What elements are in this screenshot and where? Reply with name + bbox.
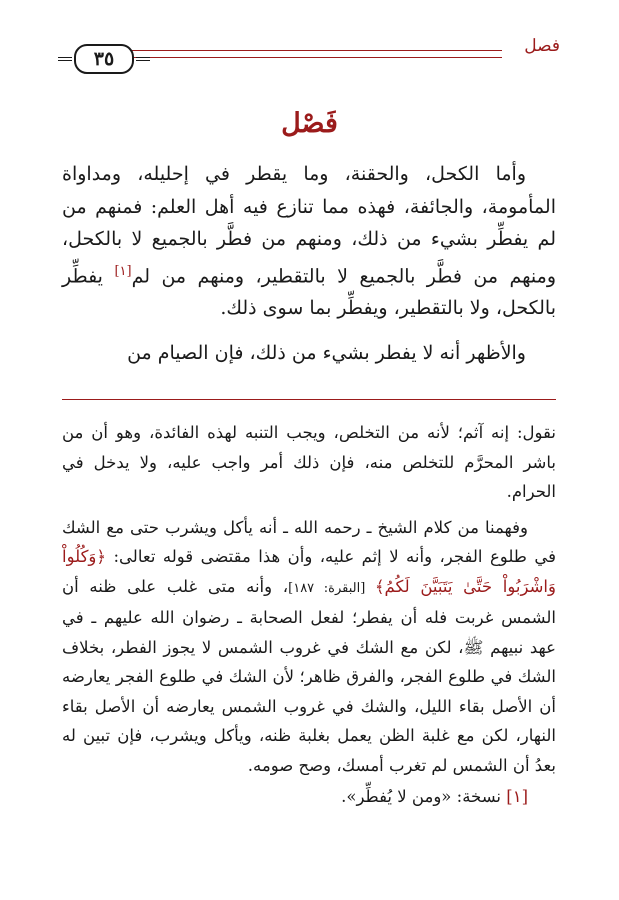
header-rule-bottom [128, 57, 502, 58]
main-paragraph-1 [62, 158, 556, 325]
footnote-separator [62, 399, 556, 400]
main-paragraph-2: والأظهر أنه لا يفطر بشيء من ذلك، فإن الصيام من [127, 341, 526, 364]
page-header [58, 36, 560, 76]
chapter-title: فَصْل [281, 108, 338, 139]
footnote-reference: [١] [114, 263, 132, 279]
footnote-paragraph-2 [62, 513, 556, 781]
main-paragraph-1-text: وأما الكحل، والحقنة، وما يقطر في إحليله، ومداواة المأمومة، والجائفة، فهذه مما تنازع فيه أهل العلم: فمنهم من لم يفطِّر بشيء من ذلك، ومنهم من فطَّر بالجميع لا بالكحل، ومنهم من فطَّر بالجميع لا بالتقطير، ومنهم من لم [62, 163, 557, 287]
footnote-1 [62, 782, 556, 812]
footnote-paragraph-1: نقول: إنه آثم؛ لأنه من التخلص، ويجب التنبه لهذه الفائدة، وهو أن من باشر المحرَّم للتخلص منه، فإن ذلك أمر واجب عليه، ولا يدخل في الحرام. [62, 423, 556, 501]
main-text [62, 158, 556, 369]
quran-verse: ﴿وَكُلُواْ وَاشْرَبُواْ حَتَّىٰ يَتَبَيَّنَ لَكُمُ﴾ [62, 547, 556, 596]
verse-citation: [البقرة: ١٨٧] [288, 580, 375, 596]
footnote-paragraph-2-end: ، وأنه متى غلب على ظنه أن الشمس غربت فله أن يفطر؛ لفعل الصحابة ـ رضوان الله عليهم ـ في عهد نبيهم ﷺ، لكن مع الشك في غروب الشمس لا يجوز الفطر، بخلاف الشك في طلوع الفجر، والفرق ظاهر؛ لأن الشك في طلوع الفجر يعارضه أن الأصل بقاء الليل، والشك في غروب الشمس يعارضه أن الأصل بقاء النهار، لكن مع غلبة الظن يعمل بغلبة ظنه، ويأكل ويشرب، فإن تبين له بعدُ أن الشمس لم تغرب أمسك، وصح صومه. [62, 576, 556, 775]
header-rule-top [128, 50, 502, 51]
page-number: ٣٥ [74, 44, 134, 74]
main-paragraph-1-end: يفطِّر بالكحل، ولا بالتقطير، ويفطِّر بما سوى ذلك. [62, 264, 556, 320]
footnote-paragraph-2-text: وفهمنا من كلام الشيخ ـ رحمه الله ـ أنه يأكل ويشرب حتى مع الشك في طلوع الفجر، وأنه لا إثم عليه، وأن هذا مقتضى قوله تعالى: [62, 517, 556, 566]
footnote-1-mark: [١] [506, 787, 528, 806]
running-title: فصل [524, 36, 560, 56]
footnote-1-text: نسخة: «ومن لا يُفطِّر». [341, 787, 507, 806]
footnotes [62, 418, 556, 812]
